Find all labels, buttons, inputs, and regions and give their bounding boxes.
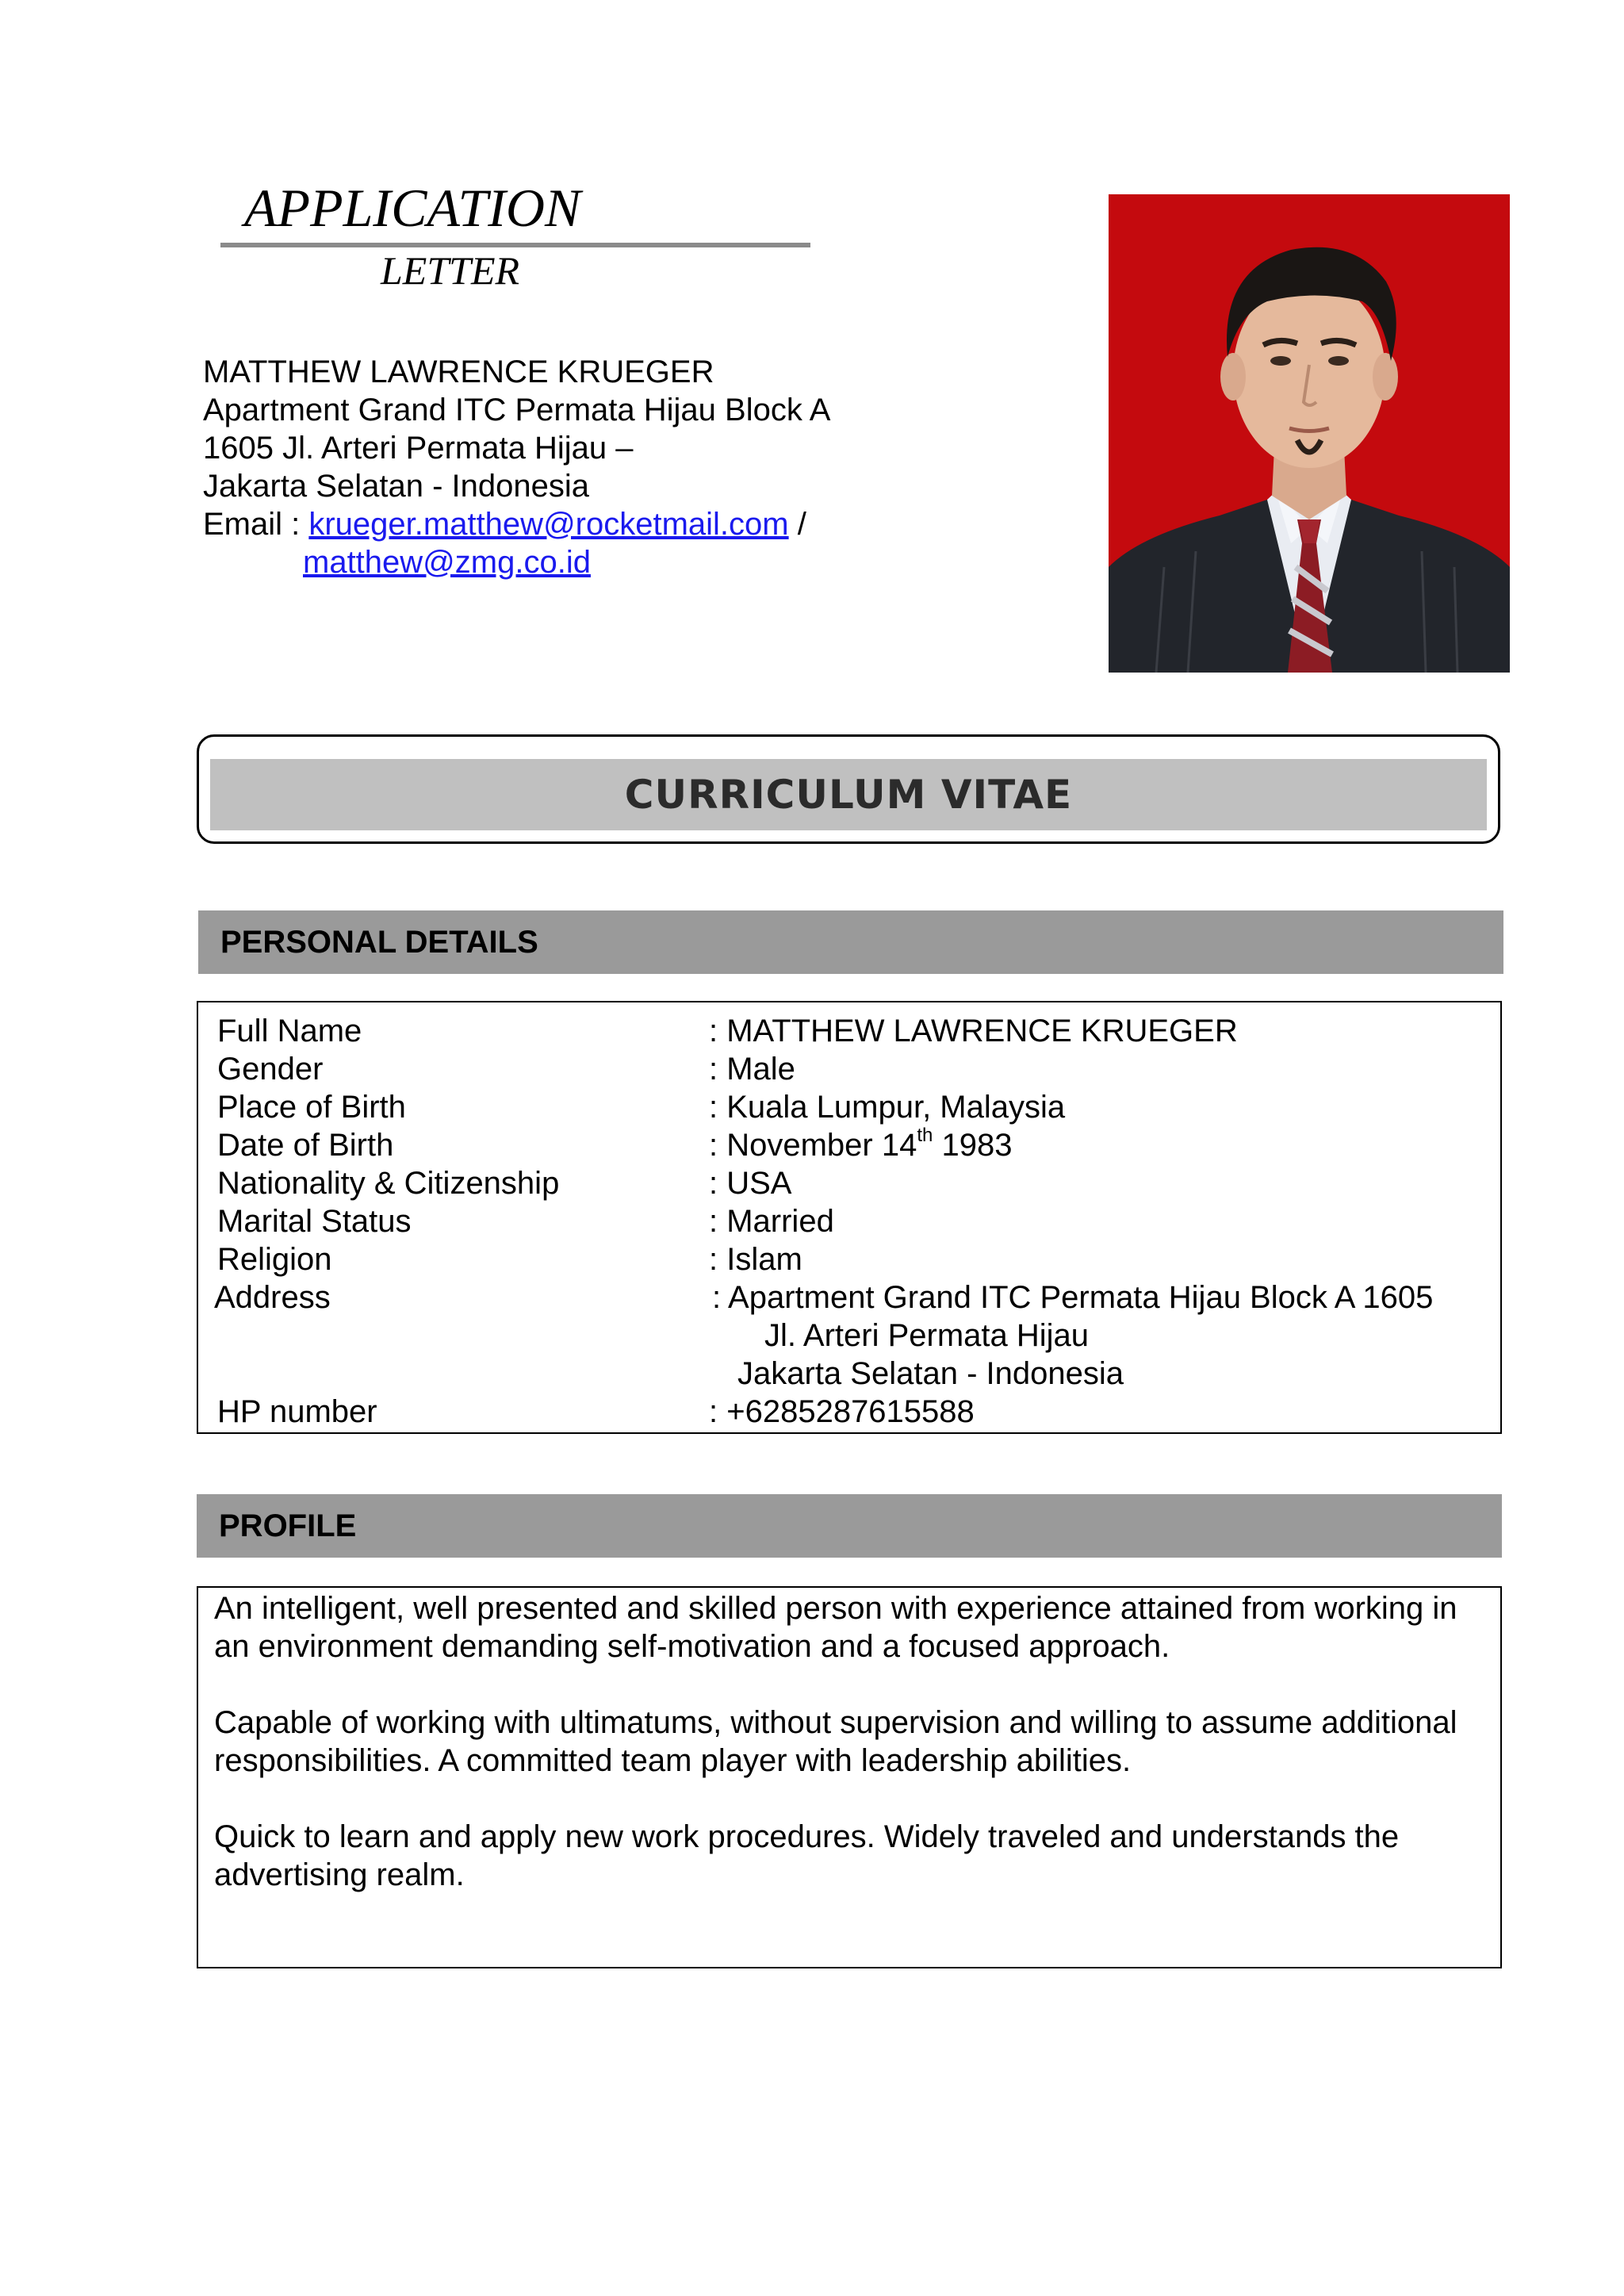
detail-value-marital-status: : Married [709, 1204, 834, 1239]
title-divider [220, 243, 810, 247]
contact-block [203, 353, 830, 581]
profile-paragraph-1: An intelligent, well presented and skilled person with experience attained from working in an environment demanding self-motivation and a focused approach. [214, 1591, 1457, 1664]
applicant-name: MATTHEW LAWRENCE KRUEGER [203, 355, 714, 389]
cv-banner-box [197, 734, 1500, 844]
detail-value-hp-number: : +6285287615588 [709, 1394, 975, 1429]
dob-suffix: 1983 [933, 1128, 1013, 1163]
detail-label-date-of-birth: Date of Birth [217, 1128, 394, 1163]
cv-banner-bar [210, 759, 1487, 830]
detail-label-religion: Religion [217, 1242, 332, 1277]
title-application: APPLICATION [244, 178, 581, 238]
detail-value-date-of-birth [709, 1126, 1012, 1164]
personal-details-table [197, 1001, 1502, 1434]
email-link-primary[interactable]: krueger.matthew@rocketmail.com [308, 507, 789, 542]
portrait-photo-icon [1109, 194, 1510, 673]
detail-label-nationality: Nationality & Citizenship [217, 1166, 560, 1201]
detail-label-place-of-birth: Place of Birth [217, 1090, 406, 1125]
detail-value-religion: : Islam [709, 1242, 802, 1277]
detail-value-place-of-birth: : Kuala Lumpur, Malaysia [709, 1090, 1066, 1125]
email-label: Email : [203, 507, 309, 542]
profile-heading: PROFILE [197, 1494, 1502, 1558]
email-link-secondary[interactable]: matthew@zmg.co.id [303, 545, 591, 580]
detail-value-address-line-3: Jakarta Selatan - Indonesia [737, 1356, 1124, 1391]
dob-prefix: : November 14 [709, 1128, 917, 1163]
detail-label-hp-number: HP number [217, 1394, 377, 1429]
dob-ordinal: th [917, 1124, 933, 1146]
detail-value-nationality: : USA [709, 1166, 792, 1201]
detail-value-address-line-2: Jl. Arteri Permata Hijau [764, 1318, 1090, 1353]
profile-paragraph-2: Capable of working with ultimatums, without supervision and willing to assume additional responsibilities. A committed team player with leadership abilities. [214, 1705, 1457, 1778]
detail-value-full-name: : MATTHEW LAWRENCE KRUEGER [709, 1014, 1238, 1048]
address-line-3: Jakarta Selatan - Indonesia [203, 469, 589, 504]
title-letter: LETTER [381, 248, 520, 293]
detail-label-full-name: Full Name [217, 1014, 362, 1048]
cv-banner-title: CURRICULUM VITAE [624, 772, 1073, 818]
detail-label-gender: Gender [217, 1052, 324, 1087]
address-line-1: Apartment Grand ITC Permata Hijau Block A [203, 393, 831, 427]
detail-value-address: : Apartment Grand ITC Permata Hijau Block A 1605 [712, 1280, 1434, 1315]
detail-value-gender: : Male [709, 1052, 795, 1087]
email-line-2 [203, 543, 830, 581]
profile-paragraph-3: Quick to learn and apply new work procedures. Widely traveled and understands the advertising realm. [214, 1819, 1400, 1892]
personal-details-heading: PERSONAL DETAILS [198, 910, 1503, 974]
detail-label-address: Address [214, 1280, 331, 1315]
portrait-photo [1109, 194, 1510, 673]
email-separator: / [788, 507, 806, 542]
email-line [203, 505, 830, 543]
profile-box [197, 1586, 1502, 1968]
detail-label-marital-status: Marital Status [217, 1204, 412, 1239]
address-line-2: 1605 Jl. Arteri Permata Hijau – [203, 431, 634, 466]
